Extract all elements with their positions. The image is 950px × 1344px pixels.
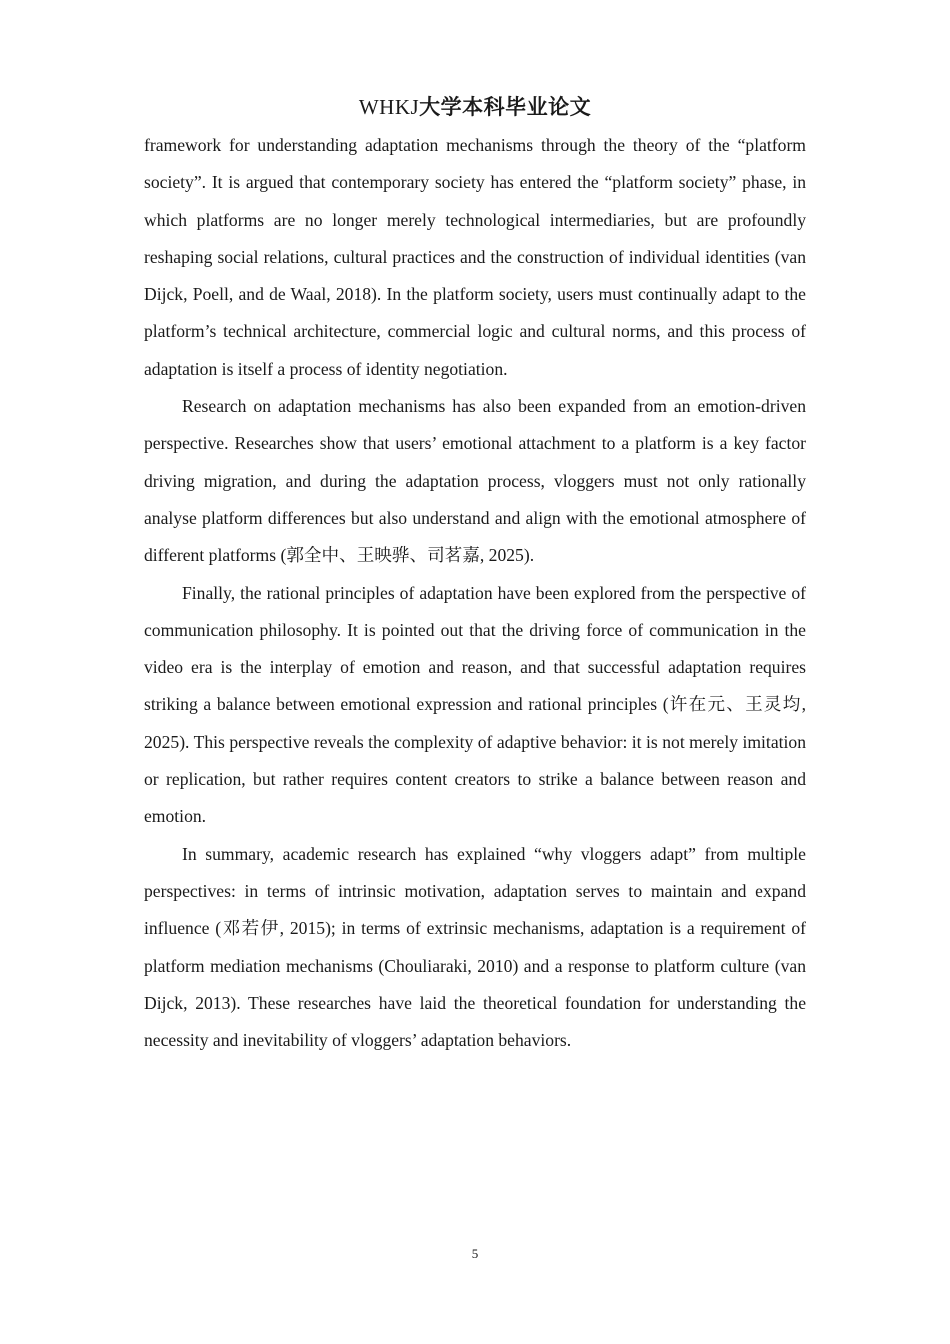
paragraph-continuation: framework for understanding adaptation mechanisms through the theory of the “platform society”. It is argued that contemporary society has entered the “platform society” phase, in which platforms are no longer merely technological intermediaries, but are profoundly reshaping social relations, cultural practices and the construction of individual identities (van Dijck, Poell, and de Waal, 2018). In the platform society, users must continually adapt to the platform’s technical architecture, commercial logic and cultural norms, and this process of adaptation is itself a process of identity negotiation. — [144, 135, 806, 379]
paragraph-rational-principles: Finally, the rational principles of adaptation have been explored from the perspective of communication philosophy. It is pointed out that the driving force of communication in the video era is the interplay of emotion and reason, and that successful adaptation requires striking a balance between emotional expression and rational principles (许在元、王灵均, 2025). This perspective reveals the complexity of adaptive behavior: it is not merely imitation or replication, but rather requires content creators to strike a balance between reason and emotion. — [144, 582, 806, 827]
paragraph-summary: In summary, academic research has explained “why vloggers adapt” from multiple perspectives: in terms of intrinsic motivation, adaptation serves to maintain and expand influence (邓若伊, 2015); in terms of extrinsic mechanisms, adaptation is a requirement of platform mediation mechanisms (Chouliaraki, 2010) and a response to platform culture (van Dijck, 2013). These researches have laid the theoretical foundation for understanding the necessity and inevitability of vloggers’ adaptation behaviors. — [144, 843, 806, 1051]
body-text — [144, 127, 806, 1059]
paragraph-emotion-driven: Research on adaptation mechanisms has also been expanded from an emotion-driven perspective. Researches show that users’ emotional attachment to a platform is a key factor driving migration, and during the adaptation process, vloggers must not only rationally analyse platform differences but also understand and align with the emotional atmosphere of different platforms (郭全中、王映骅、司茗嘉, 2025). — [144, 396, 806, 566]
page-header — [0, 94, 950, 120]
header-prefix: WHKJ — [358, 95, 420, 119]
header-title: 大学本科毕业论文 — [419, 95, 592, 119]
page-number: 5 — [471, 1246, 479, 1261]
